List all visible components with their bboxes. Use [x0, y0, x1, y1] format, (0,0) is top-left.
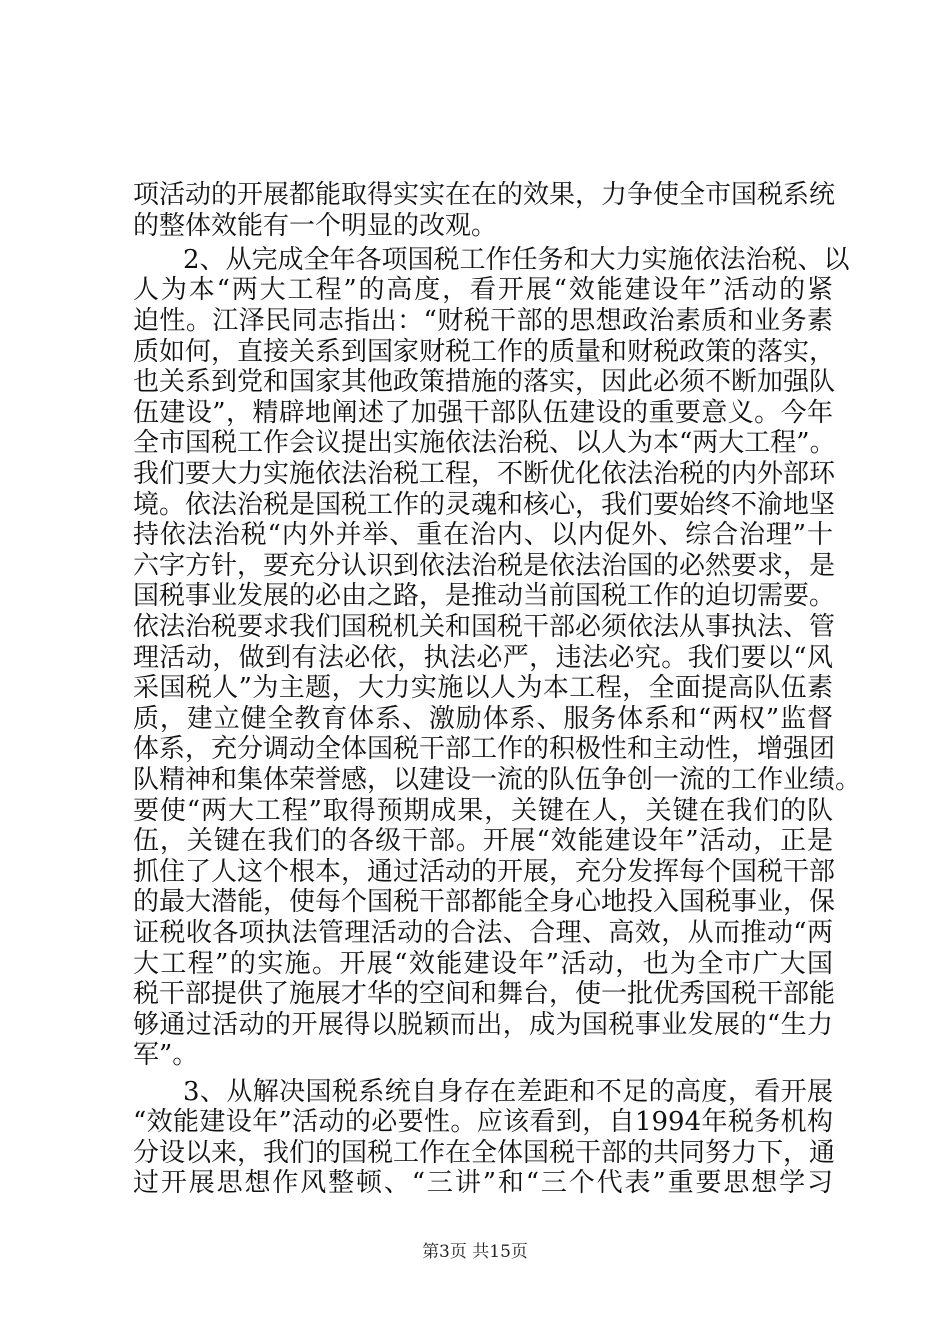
text-line: 我们要大力实施依法治税工程，不断优化依法治税的内外部环: [133, 459, 836, 489]
text-line: 境。依法治税是国税工作的灵魂和核心，我们要始终不渝地坚: [133, 490, 836, 520]
text-line: 的最大潜能，使每个国税干部都能全身心地投入国税事业，保: [133, 887, 836, 917]
text-line: 理活动，做到有法必依，执法必严，违法必究。我们要以“风: [133, 643, 833, 673]
text-line: 迫性。江泽民同志指出：“财税干部的思想政治素质和业务素: [133, 306, 833, 336]
text-line: 抓住了人这个根本，通过活动的开展，充分发挥每个国税干部: [133, 857, 836, 887]
text-line: 依法治税要求我们国税机关和国税干部必须依法从事执法、管: [133, 612, 836, 642]
text-line: 持依法治税“内外并举、重在治内、以内促外、综合治理”十: [133, 520, 833, 550]
text-line: 的整体效能有一个明显的改观。: [133, 211, 498, 241]
text-line: 2、从完成全年各项国税工作任务和大力实施依法治税、以: [183, 245, 850, 275]
text-line: 过开展思想作风整顿、“三讲”和“三个代表”重要思想学习: [133, 1168, 833, 1198]
text-line: 体系，充分调动全体国税干部工作的积极性和主动性，增强团: [133, 734, 836, 764]
text-line: 伍建设”，精辟地阐述了加强干部队伍建设的重要意义。今年: [133, 398, 833, 428]
text-line: 够通过活动的开展得以脱颖而出，成为国税事业发展的“生力: [133, 1010, 833, 1040]
text-line: 也关系到党和国家其他政策措施的落实，因此必须不断加强队: [133, 367, 836, 397]
page-footer: 第3页 共15页: [422, 1242, 528, 1262]
text-line: 分设以来，我们的国税工作在全体国税干部的共同努力下，通: [133, 1138, 836, 1168]
text-line: 证税收各项执法管理活动的合法、合理、高效，从而推动“两: [133, 918, 833, 948]
text-line: 项活动的开展都能取得实实在在的效果，力争使全市国税系统: [133, 180, 836, 210]
text-line: 军”。: [133, 1040, 199, 1070]
text-line: 全市国税工作会议提出实施依法治税、以人为本“两大工程”。: [133, 428, 836, 458]
text-line: 3、从解决国税系统自身存在差距和不足的高度，看开展: [183, 1077, 833, 1107]
text-line: 采国税人”为主题，大力实施以人为本工程，全面提高队伍素: [133, 673, 833, 703]
text-line: 质，建立健全教育体系、激励体系、服务体系和“两权”监督: [133, 704, 833, 734]
text-line: 要使“两大工程”取得预期成果，关键在人，关键在我们的队: [133, 796, 833, 826]
text-line: “效能建设年”活动的必要性。应该看到，自1994年税务机构: [133, 1107, 833, 1137]
text-line: 伍，关键在我们的各级干部。开展“效能建设年”活动，正是: [133, 826, 833, 856]
text-line: 质如何，直接关系到国家财税工作的质量和财税政策的落实，: [133, 337, 836, 367]
text-line: 队精神和集体荣誉感，以建设一流的队伍争创一流的工作业绩。: [133, 765, 862, 795]
text-line: 大工程”的实施。开展“效能建设年”活动，也为全市广大国: [133, 949, 833, 979]
text-line: 税干部提供了施展才华的空间和舞台，使一批优秀国税干部能: [133, 979, 836, 1009]
text-line: 国税事业发展的必由之路，是推动当前国税工作的迫切需要。: [133, 581, 836, 611]
text-line: 人为本“两大工程”的高度，看开展“效能建设年”活动的紧: [133, 275, 833, 305]
text-line: 六字方针，要充分认识到依法治税是依法治国的必然要求，是: [133, 551, 836, 581]
